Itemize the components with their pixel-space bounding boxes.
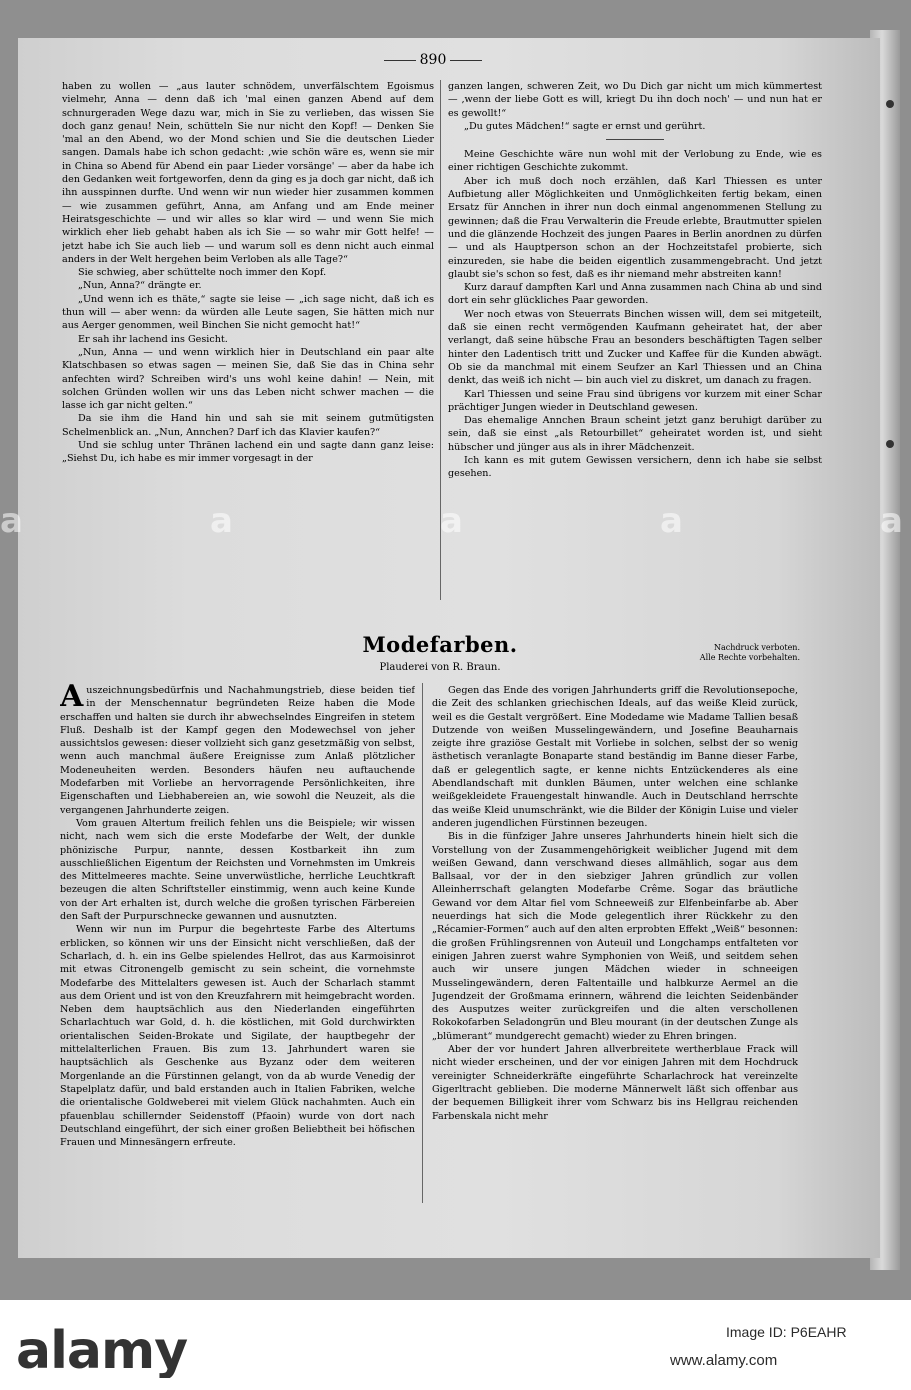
watermark-glyph: a xyxy=(880,501,903,540)
article-paragraph-text: uszeichnungsbedürfnis und Nachahmungstrieb, diese beiden tief in der Menschennatur begründeten Reize haben die Mode erschaffen und halten sie durch ihr abwechselndes Eingreifen in stetem Fluß. Deshalb ist der Kampf gegen den Modewechsel von jeher aussichtslos gewesen: dieser vollzieht sich ganz gesetzmäßig von selbst, wenn auch manchmal äußere Ereignisse zum Anlaß plötzlicher Modeneuheiten werden. Besonders häufen neu auftauchende Modefarben mit Vorliebe an hervorragende Persönlichkeiten, ihre Eigenschaften und Liebhabereien an, wie sowohl die Neuzeit, als die vergangenen Jahrhunderte zeigen. xyxy=(60,685,415,816)
story-paragraph: Er sah ihr lachend ins Gesicht. xyxy=(78,333,228,345)
stock-url[interactable]: www.alamy.com xyxy=(670,1352,778,1369)
page-number-text: 890 xyxy=(419,52,447,68)
article-paragraph: Aber der vor hundert Jahren allverbreitete wertherblaue Frack will nicht wieder erscheinen, und der vor einigen Jahren mit dem Hochdruck vereinigter Schneiderkräfte eingeführte Scharlachrock hat vereinzelte Gigerltracht geblieben. Die moderne Männerwelt läßt sich offenbar aus der bequemen Billigkeit ihrer vom Schwarz bis ins Hellgrau reichenden Farbenskala nicht mehr xyxy=(432,1044,798,1122)
binding-hole xyxy=(886,440,894,448)
article-title: Modefarben. xyxy=(362,632,518,657)
story-paragraph: Wer noch etwas von Steuerrats Binchen wissen will, dem sei mitgeteilt, daß sie einen recht vermögenden Kaufmann geheiratet hat, der aber verlangt, daß seine hübsche Frau an besonders beschäftigten Tagen selber hinter den Ladentisch tritt und Zucker und Kaffee für die Kunden abwägt. Ob sie da manchmal mit einem Seufzer an Karl Thiessen und an China denkt, das weiß ich nicht — bin auch viel zu diskret, um danach zu fragen. xyxy=(448,308,822,387)
rights-notice xyxy=(650,643,800,663)
story-paragraph: Das ehemalige Annchen Braun scheint jetzt ganz beruhigt darüber zu sein, daß sie einst „als Retourbillet“ geheiratet worden ist, und sieht hübscher und jünger aus als in ihrer Mädchenzeit. xyxy=(448,415,822,453)
article-paragraph: Bis in die fünfziger Jahre unseres Jahrhunderts hinein hielt sich die Vorstellung von der Zusammengehörigkeit weiblicher Jugend mit dem weißen Gewand, dann verschwand dieses allmählich, sogar aus dem Ballsaal, vor der in den siebziger Jahren gründlich zur vollen Alleinherrschaft gelangten Modefarbe Crême. Sogar das bräutliche Gewand vor dem Altar fiel vom Schneeweiß zur Elfenbeinfarbe ab. Aber neuerdings hat sich die Mode gelegentlich ihrer Rückkehr zu den „Récamier-Formen“ auch auf den alten erprobten Effekt „Weiß“ besonnen: die großen Frühlingsrennen von Auteuil und Longchamps entfalteten vor einigen Jahren zuerst wahre Symphonien von Weiß, und seitdem sehen auch wir unsere jungen Mädchen wieder in schneeigen Musselingewändern, deren Faltentaille und halbkurze Aermel an die Jugendzeit der Großmama erinnern, während die leichten Seidenbänder des Ausputzes weiter zurückgreifen und die alten verschollenen Rokokofarben Seladongrün und Bleu mourant (in der deutschen Zunge als „blümerant“ mundgerecht gemacht) wieder zu Ehren bringen. xyxy=(432,831,798,1042)
watermark-strip xyxy=(0,500,911,540)
article-paragraph xyxy=(60,684,415,817)
story-paragraph: Und sie schlug unter Thränen lachend ein und sagte dann ganz leise: „Siehst Du, ich habe es mir immer vorgesagt in der xyxy=(62,440,434,465)
story-paragraph: Meine Geschichte wäre nun wohl mit der Verlobung zu Ende, wie es einer richtigen Geschichte zukommt. xyxy=(448,149,822,174)
story-paragraph: „Nun, Anna?“ drängte er. xyxy=(78,280,202,292)
story-paragraph: ganzen langen, schweren Zeit, wo Du Dich gar nicht um mich kümmertest — ‚wenn der liebe Gott es will, kriegt Du ihn doch noch' — und nun hat er es gewollt!“ xyxy=(448,81,822,119)
drop-cap: A xyxy=(60,684,84,714)
story-paragraph: Aber ich muß doch noch erzählen, daß Karl Thiessen es unter Aufbietung aller Möglichkeiten und Unmöglichkeiten fertig bekam, einen Ersatz für Annchen in ihrer nun doch einmal angenommenen Stellung zu gewinnen; daß die Frau Verwalterin die Freude erlebte, Brautmutter spielen und die glänzende Hochzeit des jungen Paares in Berlin anordnen zu dürfen — und als Hauptperson schon an der Hochzeitstafel probierte, sich einzureden, sie habe die beiden eigentlich zusammengebracht. Und jetzt glaubt sie's schon so fest, daß es ihr niemand mehr abstreiten kann! xyxy=(448,175,822,280)
story-paragraph: haben zu wollen — „aus lauter schnödem, unverfälschtem Egoismus vielmehr, Anna — denn daß ich 'mal einen ganzen Abend auf dem schnurgeraden Wege dazu war, mich in Sie zu verlieben, das wissen Sie doch ganz genau! Nein, schütteln Sie nur nicht den Kopf! — Denken Sie 'mal an den Abend, wo der Mond schien und Sie die deutschen Lieder sangen. Damals habe ich schon gedacht: ‚wie schön wäre es, wenn sie mir in China so Abend für Abend ein paar Lieder vorsänge' — aber da habe ich den Gedanken weit fortgeworfen, denn da ging es ja doch gar nicht, daß ich ihn ausspinnen durfte. Und wenn wir nun wieder hier zusammen kommen — wie zusammen geführt, Anna, am Anfang und am Ende meiner Heiratsgeschichte — und wir alles so klar wird — und wenn Sie mich wirklich eher lieb gehabt haben als ich Sie — so wahr mir Gott helfe! — jetzt habe ich Sie auch lieb — und warum soll es denn nicht auch einmal anders in der Welt hergehen beim Verloben als alle Tage?“ xyxy=(62,81,434,265)
article-paragraph: Wenn wir nun im Purpur die begehrteste Farbe des Altertums erblicken, so können wir uns der Einsicht nicht verschließen, daß der Scharlach, d. h. ein ins Gelbe spielendes Hellrot, das aus Karmoisinrot mit etwas Citronengelb gemischt zu sein scheint, die vornehmste Modefarbe des Mittelalters gewesen ist. Auch der Scharlach stammt aus dem Orient und ist von den Kreuzfahrern mit heimgebracht worden. Neben dem hauptsächlich aus den Niederlanden eingeführten Scharlachtuch war Gold, d. h. die köstlichen, mit Gold durchwirkten orientalischen Seiden-Brokate und Sigilate, der hauptbegehr der mittelalterlichen Frauen. Bis zum 13. Jahrhundert waren sie hauptsächlich als Geschenke aus Byzanz oder dem weiteren Morgenlande an die Fürstinnen gelangt, von da ab wurde Venedig der Stapelplatz dafür, und bald erstanden auch in Italien Fabriken, welche die orientalische Goldweberei mit vielem Glück nachahmten. Auch ein pfauenblau schillernder Seidenstoff (Pfaoin) wurde von dort nach Deutschland eingeführt, der sich einer großen Beliebtheit bei höfischen Frauen und Minnesängern erfreute. xyxy=(60,924,415,1149)
rights-line: Nachdruck verboten. xyxy=(713,643,800,652)
story-paragraph: „Du gutes Mädchen!“ sagte er ernst und gerührt. xyxy=(464,120,706,132)
watermark-glyph: a xyxy=(210,501,233,540)
page-number xyxy=(378,52,488,68)
rights-line: Alle Rechte vorbehalten. xyxy=(699,653,800,662)
story-paragraph: Ich kann es mit gutem Gewissen versichern, denn ich habe sie selbst gesehen. xyxy=(448,455,822,480)
watermark-glyph: a xyxy=(660,501,683,540)
article-paragraph: Gegen das Ende des vorigen Jahrhunderts griff die Revolutionsepoche, die Zeit des schlanken griechischen Ideals, auf das weiße Kleid zurück, weil es die Gestalt vergrößert. Eine Modedame wie Madame Tallien besaß Dutzende von weißen Musselingewändern, und Josefine Beauharnais zeigte ihre graziöse Gestalt mit Vorliebe in solchen, selbst der so wenig ästhetisch veranlagte Bonaparte stand beständig im Banne dieser Farbe, daß er gelegentlich sagte, er kenne nichts Entzückenderes als eine Abendlandschaft mit dunklen Bäumen, unter welchen eine schlanke weißgekleidete Frauengestalt hinwandle. Auch in Deutschland herrschte das weiße Kleid unumschränkt, wie die Bilder der Königin Luise und vieler anderen jugendlichen Fürstinnen bezeugen. xyxy=(432,685,798,829)
svg-text:alamy: alamy xyxy=(16,1322,188,1378)
article-right-column xyxy=(432,684,798,1204)
article-left-column xyxy=(60,684,415,1204)
section-separator xyxy=(606,139,664,140)
story-paragraph: Kurz darauf dampften Karl und Anna zusammen nach China ab und sind dort ein sehr glückliches Paar geworden. xyxy=(448,282,822,307)
watermark-glyph: a xyxy=(440,501,463,540)
image-id: Image ID: P6EAHR xyxy=(726,1324,847,1340)
story-paragraph: „Nun, Anna — und wenn wirklich hier in Deutschland ein paar alte Klatschbasen so etwas sagen — meinen Sie, daß Sie das in China sehr anfechten wird? Schreiben wird's uns wohl keine dahin! — Nein, mit solchen Gründen wollen wir uns das Leben nicht schwer machen — die lasse ich gar nicht gelten.“ xyxy=(62,346,434,412)
binding-hole xyxy=(886,100,894,108)
column-rule xyxy=(422,683,423,1203)
story-paragraph: „Und wenn ich es thäte,“ sagte sie leise — „ich sage nicht, daß ich es thun will — aber wenn: da würden alle Leute sagen, Sie hätten mich nur aus Aerger genommen, weil Binchen Sie nicht gemocht hat!“ xyxy=(62,293,434,332)
article-paragraph: Vom grauen Altertum freilich fehlen uns die Beispiele; wir wissen nicht, nach wem sich die erste Modefarbe der Welt, der dunkle phönizische Purpur, nannte, dessen Kostbarkeit ihn zum ausschließlichen Eigentum der Reichsten und Vornehmsten im Umkreis des Mittelmeeres machte. Seine unverwüstliche, herrliche Leuchtkraft bezeugen die alten Schriftsteller einstimmig, wenn auch keine Kunde von der Art erhalten ist, durch welche die großen tyrischen Färbereien den Saft der Purpurschnecke gewannen und ausnutzten. xyxy=(60,817,415,923)
watermark-glyph: a xyxy=(0,501,23,540)
alamy-logo xyxy=(16,1322,336,1378)
story-paragraph: Sie schwieg, aber schüttelte noch immer den Kopf. xyxy=(78,267,327,279)
story-paragraph: Da sie ihm die Hand hin und sah sie mit seinem gutmütigsten Schelmenblick an. „Nun, Annchen? Darf ich das Klavier kaufen?“ xyxy=(62,413,434,438)
story-paragraph: Karl Thiessen und seine Frau sind übrigens vor kurzem mit einer Schar prächtiger Jungen wieder in Deutschland gewesen. xyxy=(448,388,822,413)
article-byline: Plauderei von R. Braun. xyxy=(379,662,501,673)
